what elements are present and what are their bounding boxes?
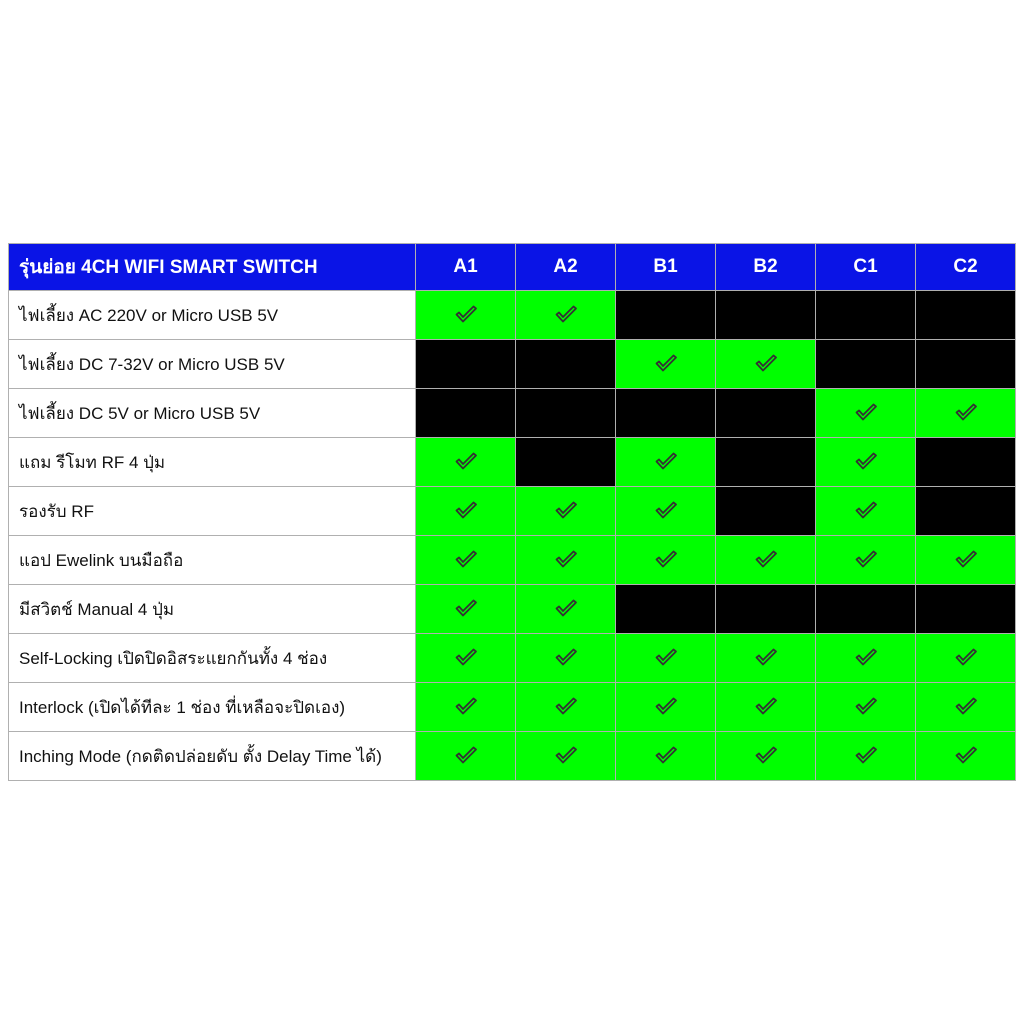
header-row — [9, 244, 1016, 291]
supported-cell — [816, 487, 916, 536]
check-icon — [753, 694, 779, 720]
feature-label: Inching Mode (กดติดปล่อยดับ ตั้ง Delay Time ได้) — [9, 732, 416, 781]
check-icon — [853, 547, 879, 573]
feature-label: Self-Locking เปิดปิดอิสระแยกกันทั้ง 4 ช่อง — [9, 634, 416, 683]
check-icon — [453, 645, 479, 671]
check-icon — [453, 743, 479, 769]
check-icon — [653, 547, 679, 573]
unsupported-cell — [716, 438, 816, 487]
unsupported-cell — [616, 585, 716, 634]
check-icon — [553, 547, 579, 573]
check-icon — [853, 498, 879, 524]
supported-cell — [916, 634, 1016, 683]
table-row — [9, 340, 1016, 389]
check-icon — [753, 547, 779, 573]
table-row — [9, 291, 1016, 340]
feature-label: ไฟเลี้ยง AC 220V or Micro USB 5V — [9, 291, 416, 340]
unsupported-cell — [416, 389, 516, 438]
table-row — [9, 389, 1016, 438]
supported-cell — [516, 585, 616, 634]
check-icon — [553, 645, 579, 671]
check-icon — [853, 743, 879, 769]
unsupported-cell — [816, 340, 916, 389]
table-row — [9, 585, 1016, 634]
supported-cell — [416, 536, 516, 585]
supported-cell — [816, 683, 916, 732]
supported-cell — [816, 634, 916, 683]
unsupported-cell — [516, 438, 616, 487]
feature-label: แถม รีโมท RF 4 ปุ่ม — [9, 438, 416, 487]
check-icon — [453, 449, 479, 475]
supported-cell — [416, 487, 516, 536]
model-header-a1: A1 — [416, 244, 516, 291]
unsupported-cell — [616, 389, 716, 438]
check-icon — [453, 547, 479, 573]
supported-cell — [616, 438, 716, 487]
unsupported-cell — [716, 487, 816, 536]
unsupported-cell — [916, 487, 1016, 536]
check-icon — [953, 547, 979, 573]
check-icon — [953, 743, 979, 769]
table-row — [9, 438, 1016, 487]
supported-cell — [516, 732, 616, 781]
feature-column-header: รุ่นย่อย 4CH WIFI SMART SWITCH — [9, 244, 416, 291]
supported-cell — [616, 536, 716, 585]
check-icon — [953, 694, 979, 720]
unsupported-cell — [716, 389, 816, 438]
check-icon — [853, 645, 879, 671]
supported-cell — [616, 732, 716, 781]
supported-cell — [516, 291, 616, 340]
unsupported-cell — [916, 438, 1016, 487]
table-row — [9, 536, 1016, 585]
unsupported-cell — [616, 291, 716, 340]
supported-cell — [916, 683, 1016, 732]
check-icon — [653, 449, 679, 475]
supported-cell — [416, 291, 516, 340]
check-icon — [453, 498, 479, 524]
supported-cell — [416, 732, 516, 781]
model-header-b2: B2 — [716, 244, 816, 291]
supported-cell — [416, 634, 516, 683]
check-icon — [453, 302, 479, 328]
check-icon — [953, 645, 979, 671]
supported-cell — [516, 487, 616, 536]
feature-label: ไฟเลี้ยง DC 5V or Micro USB 5V — [9, 389, 416, 438]
supported-cell — [816, 732, 916, 781]
check-icon — [653, 498, 679, 524]
feature-label: แอป Ewelink บนมือถือ — [9, 536, 416, 585]
supported-cell — [916, 536, 1016, 585]
unsupported-cell — [916, 340, 1016, 389]
check-icon — [653, 645, 679, 671]
supported-cell — [416, 438, 516, 487]
supported-cell — [816, 438, 916, 487]
supported-cell — [916, 732, 1016, 781]
comparison-table — [8, 243, 1016, 781]
supported-cell — [616, 634, 716, 683]
supported-cell — [716, 683, 816, 732]
supported-cell — [816, 389, 916, 438]
check-icon — [553, 498, 579, 524]
model-header-c1: C1 — [816, 244, 916, 291]
table-row — [9, 634, 1016, 683]
feature-label: ไฟเลี้ยง DC 7-32V or Micro USB 5V — [9, 340, 416, 389]
supported-cell — [516, 536, 616, 585]
unsupported-cell — [516, 340, 616, 389]
unsupported-cell — [816, 291, 916, 340]
supported-cell — [916, 389, 1016, 438]
feature-label: มีสวิตช์ Manual 4 ปุ่ม — [9, 585, 416, 634]
unsupported-cell — [416, 340, 516, 389]
table-row — [9, 683, 1016, 732]
check-icon — [853, 400, 879, 426]
supported-cell — [716, 634, 816, 683]
supported-cell — [616, 683, 716, 732]
supported-cell — [716, 536, 816, 585]
supported-cell — [616, 487, 716, 536]
check-icon — [653, 743, 679, 769]
check-icon — [553, 596, 579, 622]
check-icon — [753, 645, 779, 671]
supported-cell — [516, 634, 616, 683]
unsupported-cell — [916, 291, 1016, 340]
supported-cell — [716, 732, 816, 781]
check-icon — [753, 351, 779, 377]
check-icon — [853, 449, 879, 475]
supported-cell — [416, 683, 516, 732]
unsupported-cell — [716, 585, 816, 634]
check-icon — [553, 302, 579, 328]
unsupported-cell — [916, 585, 1016, 634]
supported-cell — [516, 683, 616, 732]
feature-label: รองรับ RF — [9, 487, 416, 536]
supported-cell — [816, 536, 916, 585]
model-header-a2: A2 — [516, 244, 616, 291]
check-icon — [453, 596, 479, 622]
check-icon — [753, 743, 779, 769]
check-icon — [953, 400, 979, 426]
check-icon — [853, 694, 879, 720]
unsupported-cell — [516, 389, 616, 438]
check-icon — [453, 694, 479, 720]
check-icon — [553, 743, 579, 769]
table-body — [9, 291, 1016, 781]
supported-cell — [616, 340, 716, 389]
table-row — [9, 487, 1016, 536]
check-icon — [553, 694, 579, 720]
table-row — [9, 732, 1016, 781]
check-icon — [653, 351, 679, 377]
unsupported-cell — [716, 291, 816, 340]
comparison-table-container — [8, 243, 1016, 781]
model-header-c2: C2 — [916, 244, 1016, 291]
supported-cell — [716, 340, 816, 389]
model-header-b1: B1 — [616, 244, 716, 291]
unsupported-cell — [816, 585, 916, 634]
feature-label: Interlock (เปิดได้ทีละ 1 ช่อง ที่เหลือจะปิดเอง) — [9, 683, 416, 732]
check-icon — [653, 694, 679, 720]
supported-cell — [416, 585, 516, 634]
